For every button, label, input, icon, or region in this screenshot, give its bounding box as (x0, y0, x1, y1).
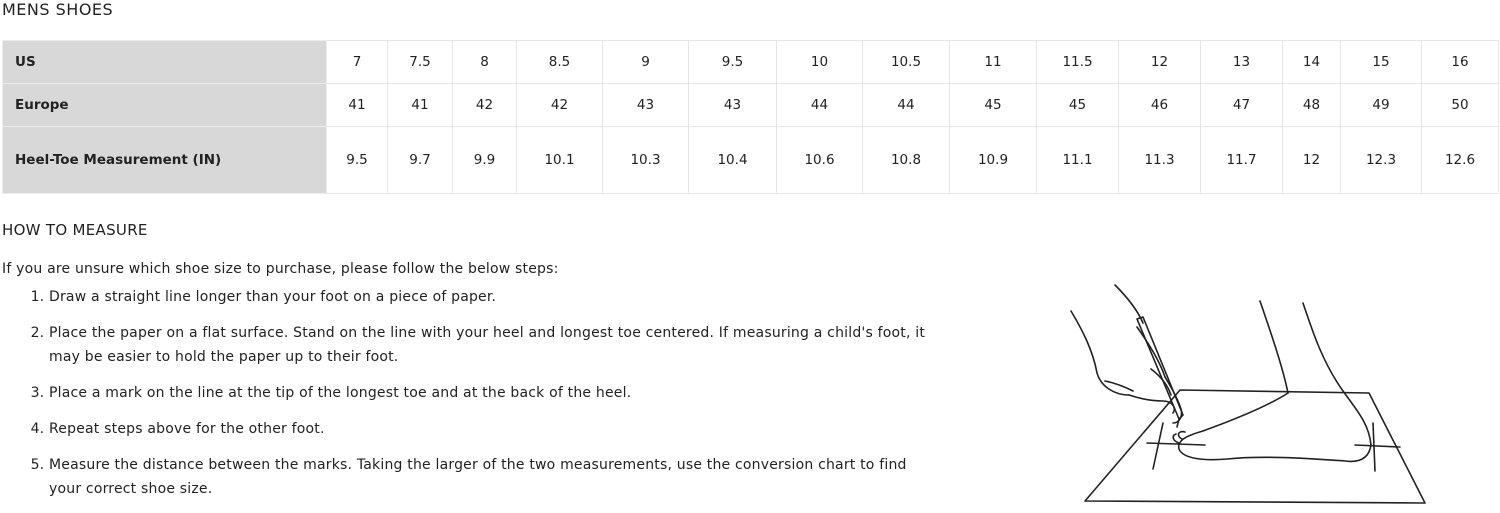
row-header-europe: Europe (3, 84, 327, 127)
table-cell: 10.4 (689, 127, 777, 194)
table-cell: 45 (1037, 84, 1119, 127)
table-cell: 10.1 (517, 127, 603, 194)
table-cell: 10.8 (863, 127, 950, 194)
table-cell: 9.9 (453, 127, 517, 194)
list-item: 5. Measure the distance between the marks. Taking the larger of the two measurements, use the conversion chart to find your correct shoe size. (49, 453, 929, 501)
table-cell: 13 (1201, 41, 1283, 84)
table-cell: 12.6 (1422, 127, 1499, 194)
table-cell: 9.5 (689, 41, 777, 84)
size-conversion-table (2, 40, 1499, 194)
table-cell: 45 (950, 84, 1037, 127)
list-item: 3. Place a mark on the line at the tip of the longest toe and at the back of the heel. (49, 381, 929, 405)
table-cell: 46 (1119, 84, 1201, 127)
table-cell: 49 (1341, 84, 1422, 127)
how-to-intro: If you are unsure which shoe size to purchase, please follow the below steps: (2, 261, 559, 277)
table-cell: 10.3 (603, 127, 689, 194)
table-cell: 12.3 (1341, 127, 1422, 194)
how-to-measure-heading: HOW TO MEASURE (2, 221, 148, 239)
table-cell: 15 (1341, 41, 1422, 84)
table-cell: 43 (603, 84, 689, 127)
table-cell: 11.1 (1037, 127, 1119, 194)
table-cell: 8 (453, 41, 517, 84)
table-cell: 12 (1283, 127, 1341, 194)
table-cell: 50 (1422, 84, 1499, 127)
table-row-europe (3, 84, 1499, 127)
table-cell: 10.6 (777, 127, 863, 194)
table-cell: 44 (777, 84, 863, 127)
list-item: 4. Repeat steps above for the other foot. (49, 417, 929, 441)
table-cell: 9 (603, 41, 689, 84)
row-header-heel-toe: Heel-Toe Measurement (IN) (3, 127, 327, 194)
table-cell: 41 (327, 84, 388, 127)
table-cell: 9.5 (327, 127, 388, 194)
table-cell: 10 (777, 41, 863, 84)
table-row-heel-toe (3, 127, 1499, 194)
table-cell: 7.5 (388, 41, 453, 84)
table-row-us (3, 41, 1499, 84)
foot-measuring-illustration-icon (1055, 283, 1445, 507)
table-cell: 14 (1283, 41, 1341, 84)
table-cell: 47 (1201, 84, 1283, 127)
table-cell: 10.9 (950, 127, 1037, 194)
list-item: 1. Draw a straight line longer than your foot on a piece of paper. (49, 285, 929, 309)
table-cell: 41 (388, 84, 453, 127)
list-item: 2. Place the paper on a flat surface. Stand on the line with your heel and longest toe centered. If measuring a child's foot, it may be easier to hold the paper up to their foot. (49, 321, 929, 369)
table-cell: 44 (863, 84, 950, 127)
row-header-us: US (3, 41, 327, 84)
table-cell: 12 (1119, 41, 1201, 84)
table-cell: 7 (327, 41, 388, 84)
table-cell: 11 (950, 41, 1037, 84)
table-cell: 42 (517, 84, 603, 127)
steps-list (22, 285, 929, 513)
table-cell: 9.7 (388, 127, 453, 194)
table-cell: 48 (1283, 84, 1341, 127)
table-cell: 42 (453, 84, 517, 127)
page-title: MENS SHOES (2, 0, 114, 19)
table-cell: 10.5 (863, 41, 950, 84)
table-cell: 43 (689, 84, 777, 127)
table-cell: 11.5 (1037, 41, 1119, 84)
table-cell: 16 (1422, 41, 1499, 84)
table-cell: 8.5 (517, 41, 603, 84)
table-cell: 11.7 (1201, 127, 1283, 194)
table-cell: 11.3 (1119, 127, 1201, 194)
